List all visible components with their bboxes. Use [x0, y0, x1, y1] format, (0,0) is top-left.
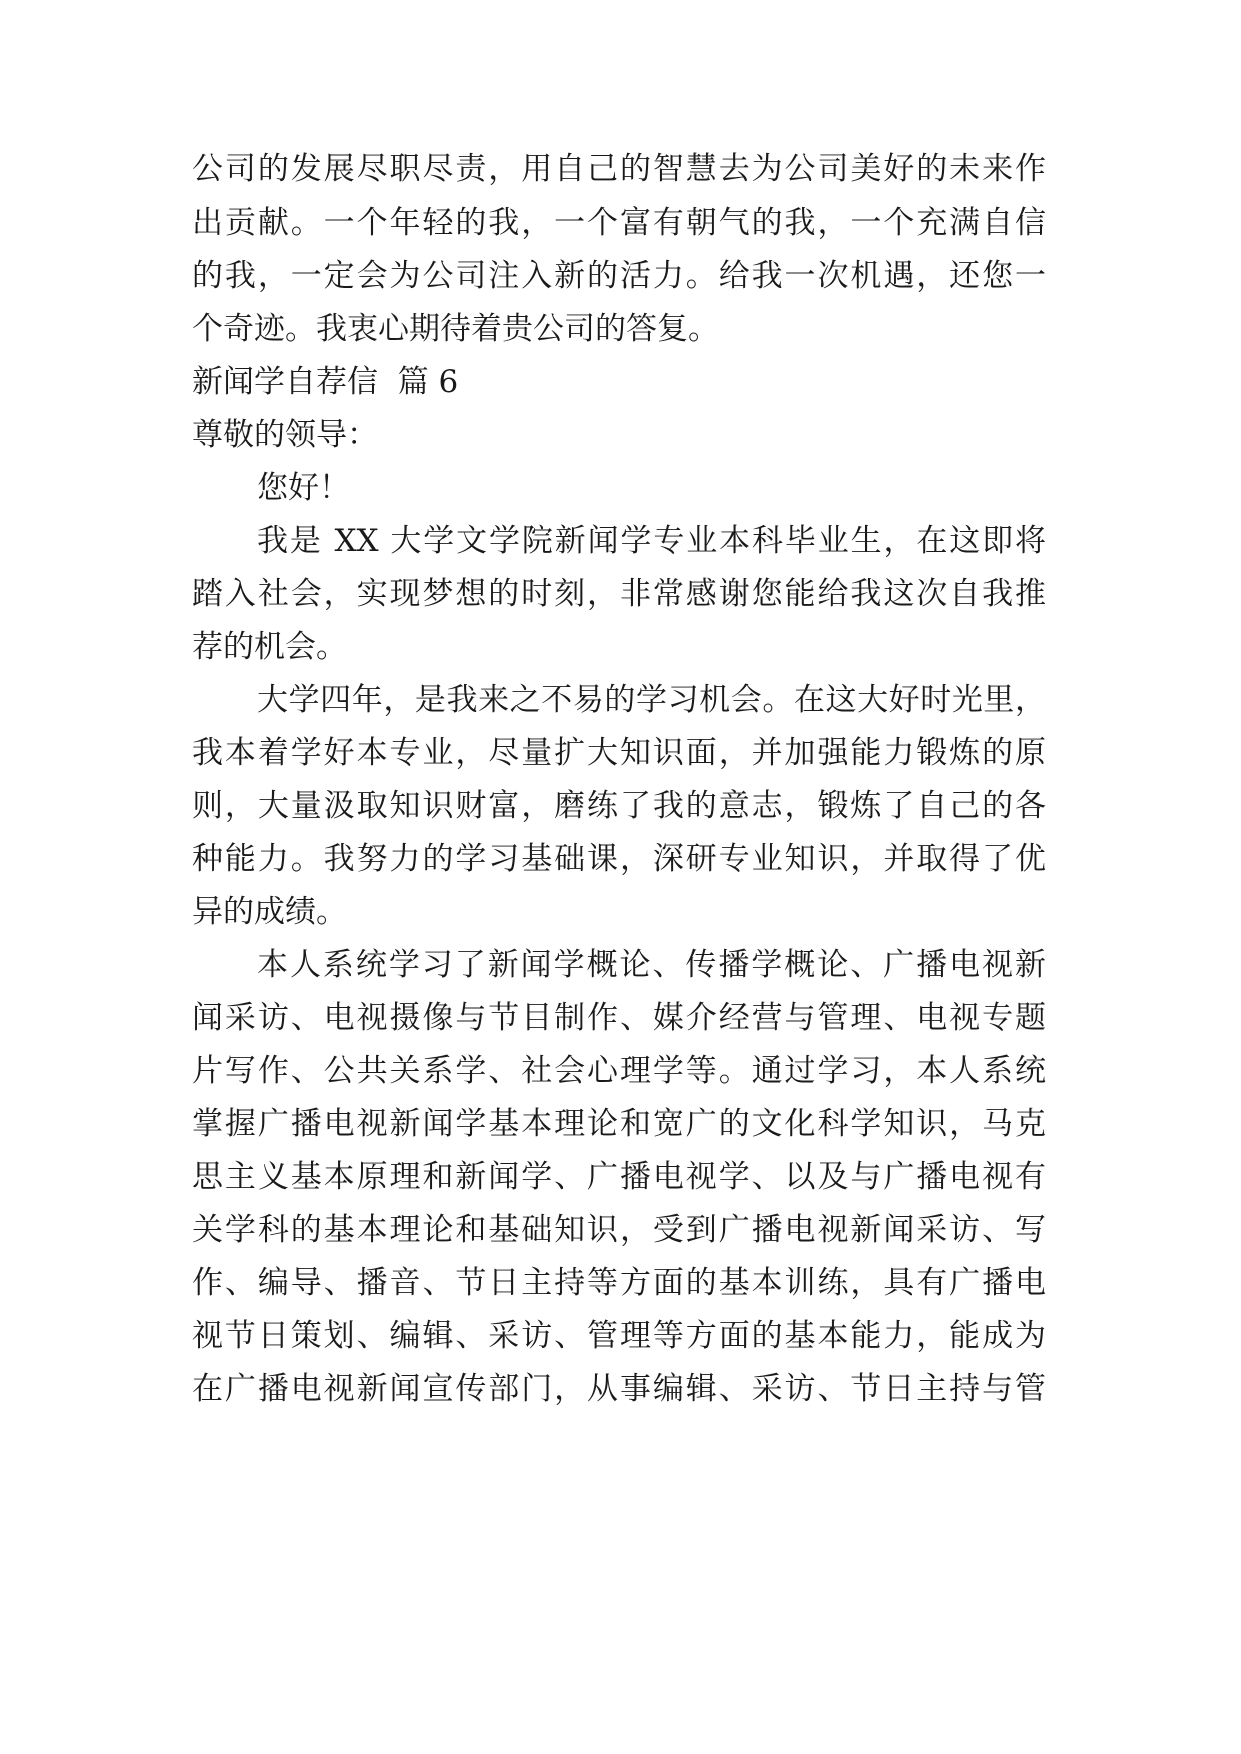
- salutation: 尊敬的领导：: [192, 417, 378, 453]
- paragraph-line: 作、编导、播音、节日主持等方面的基本训练，具有广播电: [192, 1265, 1046, 1301]
- paragraph-line: 片写作、公共关系学、社会心理学等。通过学习，本人系统: [192, 1053, 1046, 1089]
- paragraph-line: 种能力。我努力的学习基础课，深研专业知识，并取得了优: [192, 841, 1046, 877]
- paragraph-line: 掌握广播电视新闻学基本理论和宽广的文化科学知识，马克: [192, 1106, 1046, 1142]
- text-line: 个奇迹。我衷心期待着贵公司的答复。: [192, 311, 719, 347]
- text-line: 公司的发展尽职尽责，用自己的智慧去为公司美好的未来作: [192, 151, 1046, 187]
- paragraph-line: 思主义基本原理和新闻学、广播电视学、以及与广播电视有: [192, 1159, 1046, 1195]
- text-line: 的我，一定会为公司注入新的活力。给我一次机遇，还您一: [192, 258, 1046, 294]
- section-title: 新闻学自荐信 篇 6: [192, 364, 459, 400]
- paragraph-line: 关学科的基本理论和基础知识，受到广播电视新闻采访、写: [192, 1212, 1046, 1248]
- paragraph-line: 荐的机会。: [192, 629, 347, 665]
- paragraph-line: 我本着学好本专业，尽量扩大知识面，并加强能力锻炼的原: [192, 735, 1046, 771]
- greeting: 您好！: [257, 470, 350, 506]
- paragraph-line: 本人系统学习了新闻学概论、传播学概论、广播电视新: [257, 947, 1046, 983]
- text-line: 出贡献。一个年轻的我，一个富有朝气的我，一个充满自信: [192, 205, 1046, 241]
- paragraph-line: 则，大量汲取知识财富，磨练了我的意志，锻炼了自己的各: [192, 788, 1046, 824]
- paragraph-line: 闻采访、电视摄像与节目制作、媒介经营与管理、电视专题: [192, 1000, 1046, 1036]
- paragraph-line: 踏入社会，实现梦想的时刻，非常感谢您能给我这次自我推: [192, 576, 1046, 612]
- paragraph-line: 异的成绩。: [192, 894, 347, 930]
- paragraph-line: 我是 XX 大学文学院新闻学专业本科毕业生，在这即将: [257, 523, 1046, 559]
- paragraph-line: 大学四年，是我来之不易的学习机会。在这大好时光里，: [257, 682, 1046, 718]
- paragraph-line: 视节日策划、编辑、采访、管理等方面的基本能力，能成为: [192, 1318, 1046, 1354]
- paragraph-line: 在广播电视新闻宣传部门，从事编辑、采访、节日主持与管: [192, 1371, 1046, 1407]
